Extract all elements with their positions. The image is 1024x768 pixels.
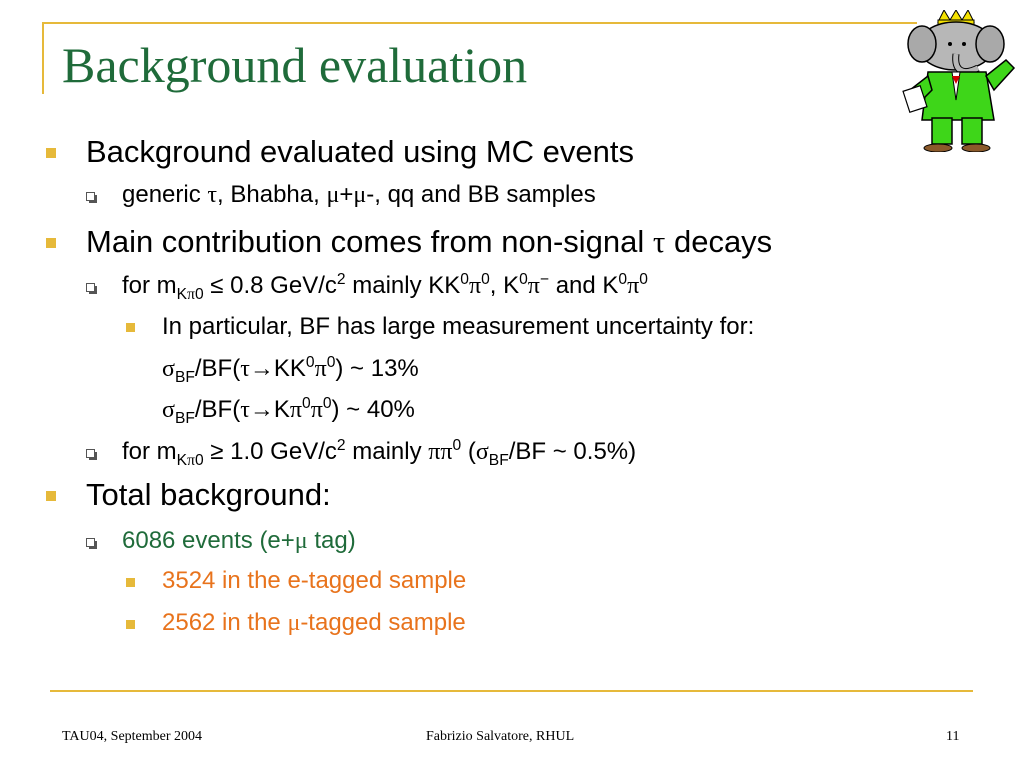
sub-bullet-box <box>86 192 95 201</box>
footer-left: TAU04, September 2004 <box>62 729 203 744</box>
bullet-2-uncertainty-kpi0pi0: $\sigma_{BF}/BF(\tau\to K\pi^0\pi^0)$ ~ 40% <box>162 395 415 427</box>
bullet-2-sub-1-item: In particular, BF has large measurement uncertainty for: <box>162 313 755 340</box>
bullet-3-text: Total background: <box>86 477 331 512</box>
bullet-1-sub-1: generic τ, Bhabha, μ+μ-, qq and BB samples <box>122 181 596 208</box>
sub-bullet-box <box>86 538 95 547</box>
bullet-square-small <box>126 323 135 332</box>
footer-center: Fabrizio Salvatore, RHUL <box>426 729 575 744</box>
bullet-square <box>46 238 56 248</box>
bullet-square <box>46 491 56 501</box>
sub-bullet-box <box>86 449 95 458</box>
bullet-square-small <box>126 578 135 587</box>
slide-title: Background evaluation <box>62 37 528 93</box>
page-number: 11 <box>946 729 960 744</box>
bullet-square <box>46 148 56 158</box>
bullet-3-sub-1: 6086 events (e+μ tag) <box>122 527 356 554</box>
bullet-3-item-e-tagged: 3524 in the e-tagged sample <box>162 567 467 594</box>
sub-bullet-box <box>86 283 95 292</box>
bullet-2-sub-1: for $m_{K\pi 0} \le 0.8$ GeV/$c^2$ mainly $KK^0\pi^0$, $K^0\pi^-$ and $K^0\pi^0$ <box>122 271 648 303</box>
bullet-2-uncertainty-kk0pi0: $\sigma_{BF}/BF(\tau\to KK^0\pi^0)$ ~ 13% <box>162 354 419 386</box>
bullet-3-item-mu-tagged: 2562 in the μ-tagged sample <box>162 609 466 636</box>
bullet-2-text: Main contribution comes from non-signal τ decays <box>86 224 773 259</box>
footer-rule <box>50 690 973 692</box>
bullet-2-sub-2: for $m_{K\pi 0} \ge 1.0$ GeV/$c^2$ mainly $\pi\pi^0$ ($\sigma_{BF}/BF$ ~ 0.5%) <box>122 437 637 469</box>
bullet-1-text: Background evaluated using MC events <box>86 134 634 169</box>
bullet-square-small <box>126 620 135 629</box>
